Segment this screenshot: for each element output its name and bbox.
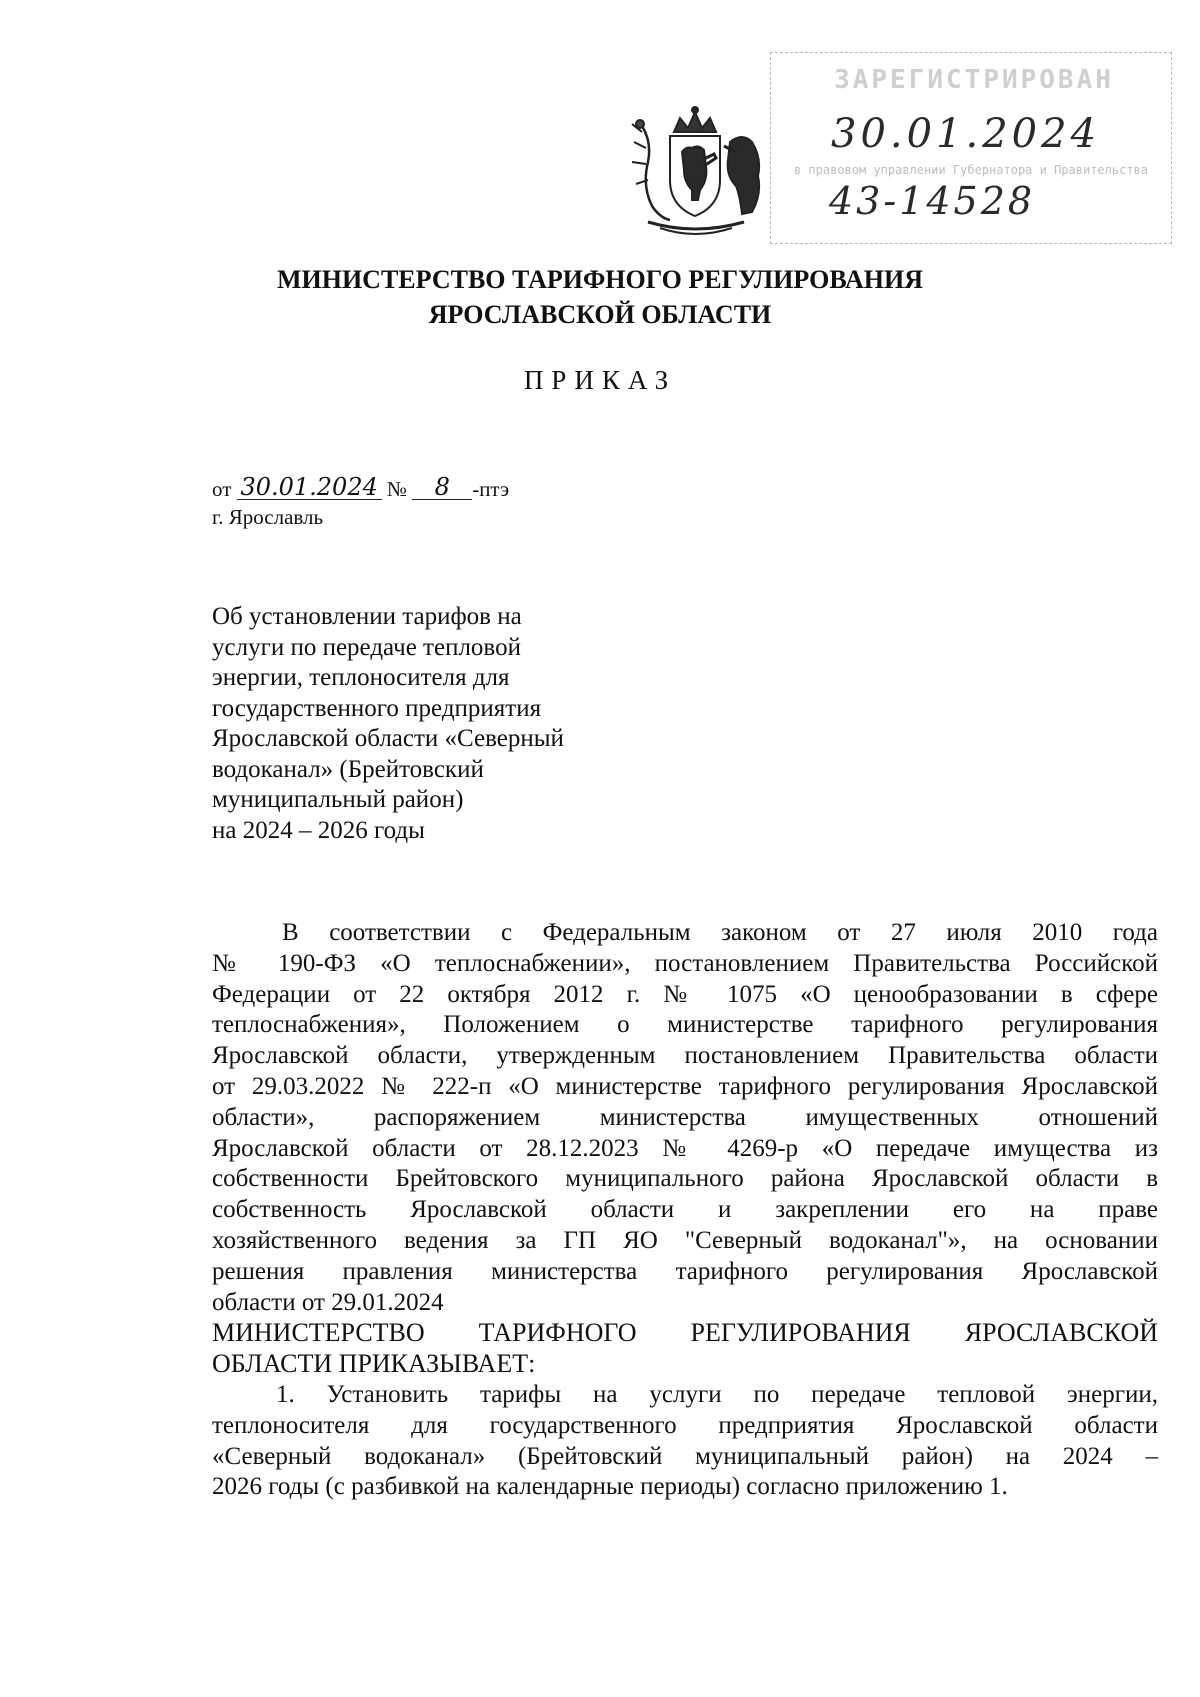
- body-line-decision-caps: ОБЛАСТИ ПРИКАЗЫВАЕТ:: [212, 1349, 536, 1379]
- body-line: 2026 годы (с разбивкой на календарные периоды) согласно приложению 1.: [212, 1473, 1008, 1501]
- body-line: собственности Брейтовского муниципального района Ярославской области в: [212, 1165, 1158, 1193]
- body-line: собственность Ярославской области и закреплении его на праве: [212, 1196, 1158, 1224]
- document-type: ПРИКАЗ: [523, 365, 677, 395]
- body-line-decision-caps: МИНИСТЕРСТВО ТАРИФНОГО РЕГУЛИРОВАНИЯ ЯРОСЛАВСКОЙ: [212, 1318, 1158, 1348]
- body-line: В соответствии с Федеральным законом от 27 июля 2010 года: [282, 919, 1158, 946]
- body-line-item-1: 1. Установить тарифы на услуги по передаче тепловой энергии,: [276, 1380, 1158, 1408]
- subject-line: государственного предприятия: [212, 694, 542, 722]
- body-line: хозяйственного ведения за ГП ЯО "Северный водоканал"», на основании: [212, 1226, 1158, 1254]
- subject-block: [212, 602, 632, 846]
- subject-line: муниципальный район): [212, 786, 464, 813]
- body-line: решения правления министерства тарифного регулирования Ярославской: [212, 1257, 1158, 1285]
- date-prefix: от: [212, 477, 232, 501]
- coat-of-arms-icon: [612, 102, 778, 240]
- number-value: 8: [412, 475, 472, 500]
- body-line: области», распоряжением министерства имущественных отношений: [212, 1103, 1158, 1131]
- subject-line: услуги по передаче тепловой: [212, 633, 521, 661]
- body-line: области от 29.01.2024: [212, 1288, 444, 1316]
- body-line: Ярославской области от 28.12.2023 № 4269-р «О передаче имущества из: [212, 1134, 1158, 1162]
- subject-line: водоканал» (Брейтовский: [212, 755, 484, 783]
- subject-line: Ярославской области «Северный: [212, 725, 564, 752]
- stamp-sub-text: в правовом управлении Губернатора и Правительства: [793, 163, 1148, 177]
- date-value: 30.01.2024: [237, 475, 382, 500]
- subject-line: энергии, теплоносителя для: [212, 664, 510, 691]
- body-line: теплоносителя для государственного предприятия Ярославской области: [212, 1411, 1158, 1439]
- body-line: теплоснабжения», Положением о министерстве тарифного регулирования: [212, 1011, 1158, 1039]
- number-suffix: -птэ: [472, 477, 510, 501]
- stamp-org-text: ЗАРЕГИСТРИРОВАН: [834, 65, 1114, 95]
- body-line: № 190-ФЗ «О теплоснабжении», постановлением Правительства Российской: [212, 949, 1158, 977]
- body-line: «Северный водоканал» (Брейтовский муниципальный район) на 2024 –: [212, 1442, 1158, 1470]
- number-prefix: №: [386, 477, 407, 501]
- ministry-heading: [200, 262, 1000, 332]
- subject-line: на 2024 – 2026 годы: [212, 816, 425, 844]
- city: г. Ярославль: [212, 505, 324, 529]
- subject-line: Об установлении тарифов на: [212, 603, 522, 630]
- body-text: [212, 918, 1158, 1503]
- body-line: Ярославской области, утвержденным постановлением Правительства области: [212, 1042, 1158, 1070]
- stamp-handwritten-number: 43-14528: [829, 179, 1036, 223]
- body-line: от 29.03.2022 № 222-п «О министерстве тарифного регулирования Ярославской: [212, 1072, 1158, 1100]
- ministry-heading-line: ЯРОСЛАВСКОЙ ОБЛАСТИ: [428, 300, 772, 329]
- ministry-heading-line: МИНИСТЕРСТВО ТАРИФНОГО РЕГУЛИРОВАНИЯ: [276, 265, 924, 294]
- date-number-line: [212, 473, 510, 502]
- stamp-handwritten-date: 30.01.2024: [831, 111, 1101, 157]
- body-line: Федерации от 22 октября 2012 г. № 1075 «О ценообразовании в сфере: [212, 980, 1158, 1008]
- registration-stamp: [770, 52, 1172, 244]
